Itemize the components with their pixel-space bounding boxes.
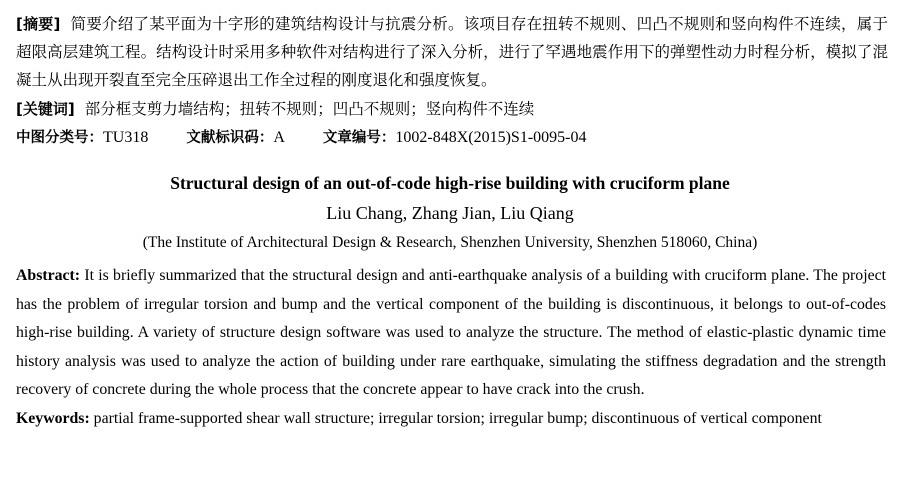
article-no-value: 1002-848X(2015)S1-0095-04 [395,129,587,146]
chinese-abstract [16,10,888,95]
article-no-label: 文章编号： [322,130,396,146]
clc-value: TU318 [103,129,149,146]
chinese-keywords [16,95,888,124]
clc-label: 中图分类号： [16,130,103,146]
chinese-abstract-block [16,10,888,152]
english-keywords-text: partial frame-supported shear wall structure; irregular torsion; irregular bump; discontinuous of vertical component [93,409,822,427]
english-keywords-label: Keywords: [16,409,90,427]
english-affiliation: (The Institute of Architectural Design & Research, Shenzhen University, Shenzhen 518060, China) [142,234,758,251]
chinese-keywords-text: 部分框支剪力墙结构；扭转不规则；凹凸不规则；竖向构件不连续 [84,101,535,118]
chinese-abstract-tag: [摘要] [16,15,61,33]
english-abstract-block [16,262,886,434]
doc-code-label: 文献标识码： [186,130,274,146]
english-title: Structural design of an out-of-code high-rise building with cruciform plane [170,173,730,193]
english-keywords [16,405,886,434]
english-authors: Liu Chang, Zhang Jian, Liu Qiang [326,203,574,223]
doc-code-value: A [273,129,285,146]
chinese-keywords-tag: [关键词] [16,100,75,118]
english-abstract [16,262,886,405]
english-abstract-label: Abstract: [16,267,81,284]
english-abstract-text: It is briefly summarized that the structural design and anti-earthquake analysis of a building with cruciform plane. The project has the problem of irregular torsion and bump and the vertical component of the building is discontinuous, it belongs to out-of-codes high-rise building. A variety of structure design software was used to analyze the structure. The method of elastic-plastic dynamic time history analysis was used to analyze the action of building under rare earthquake, simulating the stiffness degradation and the strength recovery of concrete during the whole process that the concrete appear to have crack into the crush. [16,267,886,399]
chinese-abstract-text: 简要介绍了某平面为十字形的建筑结构设计与抗震分析。该项目存在扭转不规则、凹凸不规则和竖向构件不连续，属于超限高层建筑工程。结构设计时采用多种软件对结构进行了深入分析，进行了罕遇地震作用下的弹塑性动力时程分析，模拟了混凝土从出现开裂直至完全压碎退出工作全过程的刚度退化和强度恢复。 [16,16,888,89]
classification-line [16,124,888,152]
